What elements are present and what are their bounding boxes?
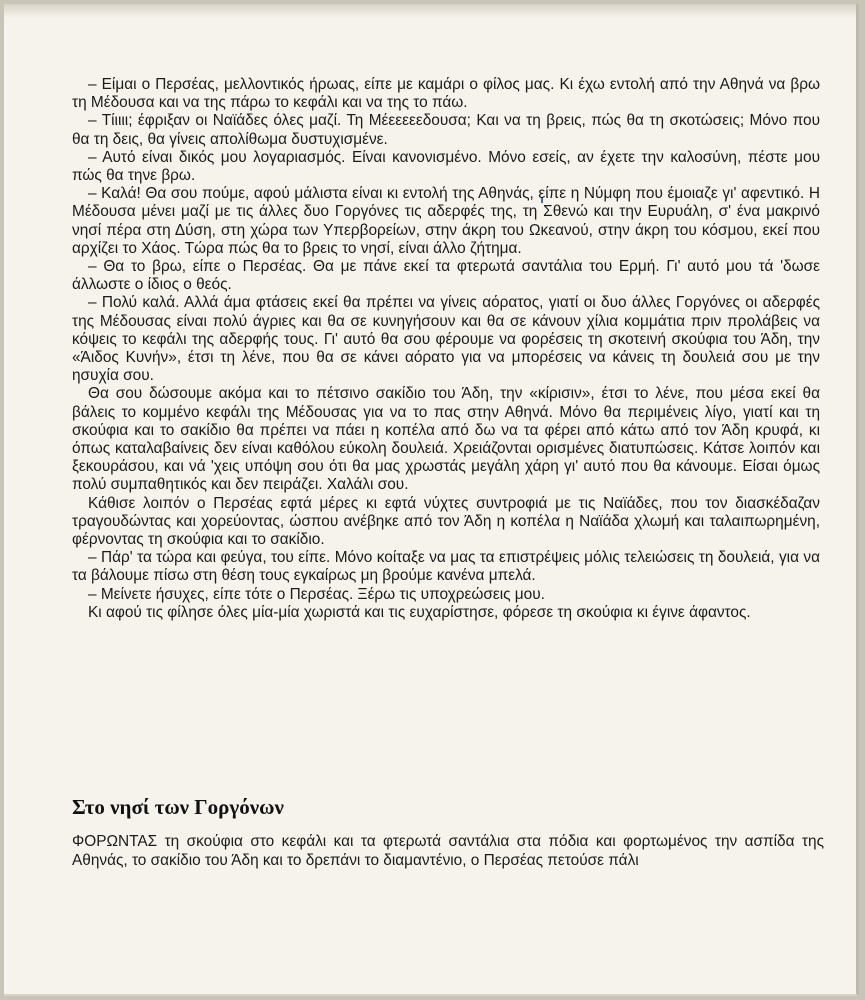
- paragraph: – Αυτό είναι δικός μου λογαριασμός. Είναι κανονισμένο. Μόνο εσείς, αν έχετε την καλοσύνη, πέστε μου πώς θα τηνε βρω.: [72, 148, 820, 185]
- section-heading: Στο νησί των Γοργόνων: [72, 795, 284, 819]
- paragraph: – Πολύ καλά. Αλλά άμα φτάσεις εκεί θα πρέπει να γίνεις αόρατος, γιατί οι δυο άλλες Γοργόνες οι αδερφές της Μέδουσας είναι πολύ άγριες και θα σε κυνηγήσουν και θα σε κάνουν χίλια κομμάτια πριν προλάβεις να κόψεις το κεφάλι της αδερφής τους. Γι' αυτό θα σου φέρουμε να φορέσεις τη σκοτεινή σκούφια του Άδη, την «Άιδος Κυνήν», έτσι τη λένε, που θα σε κάνει αόρατο για να μπορέσεις να κάνεις τη δουλειά σου με την ησυχία σου.: [72, 294, 820, 385]
- paragraph: Κι αφού τις φίλησε όλες μία-μία χωριστά και τις ευχαρίστησε, φόρεσε τη σκούφια κι έγινε άφαντος.: [88, 603, 751, 621]
- paragraph: – Τίιιιι; έφριξαν οι Ναϊάδες όλες μαζί. Τη Μέεεεεεδουσα; Και να τη βρεις, πώς θα τη σκοτώσεις; Μόνο που θα τη δεις, θα γίνεις απολίθωμα δυστυχισμένε.: [72, 112, 820, 148]
- paragraph: Κάθισε λοιπόν ο Περσέας εφτά μέρες κι εφτά νύχτες συντροφιά με τις Ναϊάδες, που τον διασκέδαζαν τραγουδώντας και χορεύοντας, ώσπου ανέβηκε από τον Άδη η κοπέλα η Ναϊάδα χλωμή και ταλαιπωρημένη, φέρνοντας τη σκούφια και το σακίδιο.: [72, 494, 820, 549]
- paragraph: – Καλά! Θα σου πούμε, αφού μάλιστα είναι κι εντολή της Αθηνάς, είπε η Νύμφη που έμοιαζε γι' αφεντικό. Η Μέδουσα μένει μαζί με τις άλλες δυο Γοργόνες τις αδερφές της, τη Σθενώ και την Ευρυάλη, σ' ένα μακρινό νησί πέρα στη Δύση, στη χώρα των Υπερβορείων, στην άκρη του Ωκεανού, στην άκρη του κόσμου, εκεί που αρχίζει το Χάος. Τώρα πώς θα το βρεις το νησί, είναι άλλο ζήτημα.: [72, 185, 820, 257]
- paragraph: – Πάρ' τα τώρα και φεύγα, του είπε. Μόνο κοίταξε να μας τα επιστρέψεις μόλις τελειώσεις τη δουλειά, για να τα βάλουμε πίσω στη θέση τους εγκαίρως μη βρούμε κανένα μπελά.: [72, 549, 820, 585]
- paragraph: – Θα το βρω, είπε ο Περσέας. Θα με πάνε εκεί τα φτερωτά σαντάλια του Ερμή. Γι' αυτό μου τά 'δωσε άλλωστε ο ίδιος ο θεός.: [72, 258, 820, 294]
- paragraph: ΦΟΡΩΝΤΑΣ τη σκούφια στο κεφάλι και τα φτερωτά σαντάλια στα πόδια και φορτωμένος την ασπίδα της Αθηνάς, το σακίδιο του Άδη και το δρεπάνι το διαμαντένιο, ο Περσέας πετούσε πάλι: [72, 833, 824, 869]
- paragraph: – Μείνετε ήσυχες, είπε τότε ο Περσέας. Ξέρω τις υποχρεώσεις μου.: [88, 585, 545, 603]
- body-text: [72, 76, 820, 622]
- section-body-text: [72, 833, 824, 870]
- book-page: [4, 4, 859, 996]
- paragraph: – Είμαι ο Περσέας, μελλοντικός ήρωας, είπε με καμάρι ο φίλος μας. Κι έχω εντολή από την Αθηνά να βρω τη Μέδουσα και να της πάρω το κεφάλι και να της το πάω.: [72, 76, 820, 112]
- paragraph: Θα σου δώσουμε ακόμα και το πέτσινο σακίδιο του Άδη, την «κίρισιν», έτσι το λένε, που μέσα εκεί θα βάλεις το κομμένο κεφάλι της Μέδουσας για να το πας στην Αθηνά. Μόνο θα περιμένεις λίγο, γιατί και τη σκούφια και το σακίδιο θα πρέπει να πάει η κοπέλα από δω να τα φέρει από κάτω από τον Άδη κρυφά, κι όπως καταλαβαίνεις δεν είναι καθόλου εύκολη δουλειά. Χρειάζονται ορισμένες διατυπώσεις. Κάτσε λοιπόν και ξεκουράσου, και νά 'χεις υπόψη σου ότι θα μας χρωστάς μεγάλη χάρη γι' αυτό που θα κάνουμε. Είσαι όμως πολύ συμπαθητικός και δεν πειράζει. Χαλάλι σου.: [72, 385, 820, 494]
- scan-shadow: [4, 4, 856, 18]
